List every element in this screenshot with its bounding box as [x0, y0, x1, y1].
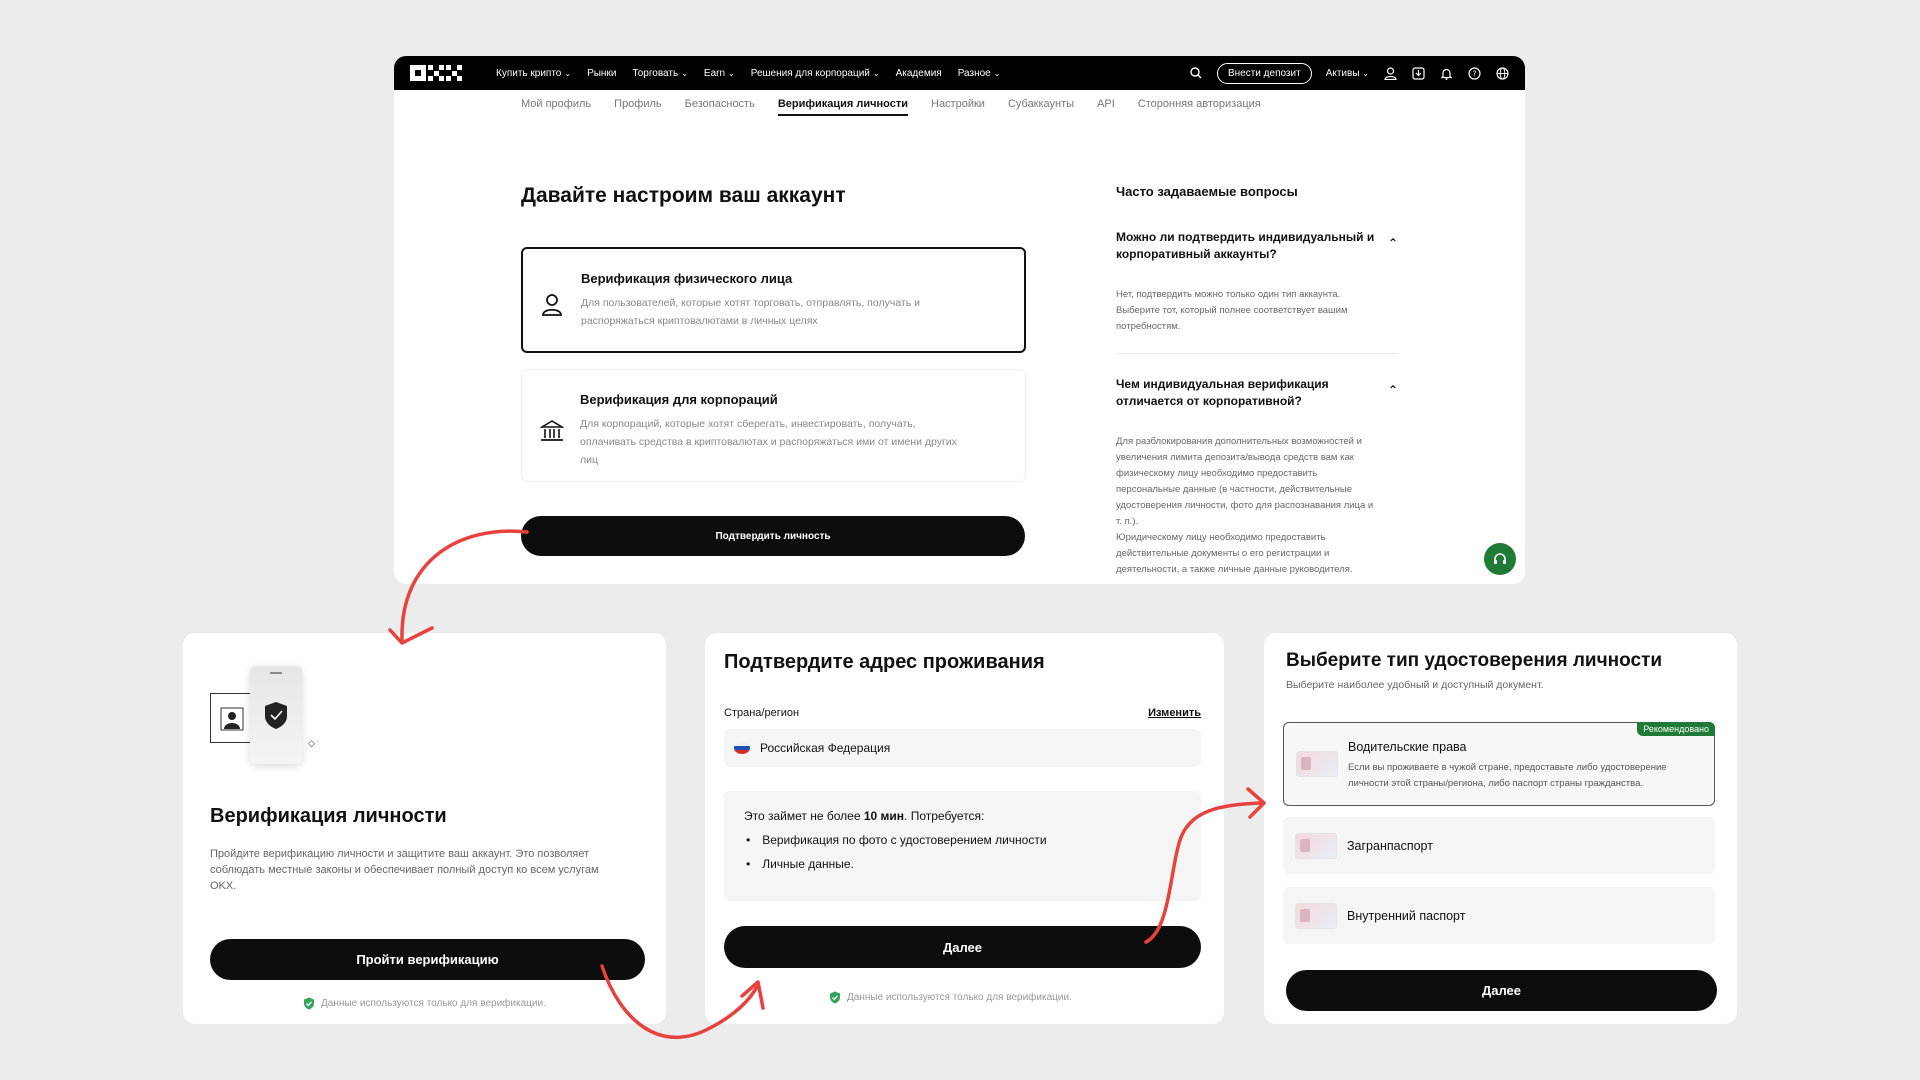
main-nav — [496, 68, 1000, 79]
chevron-down-icon: ⌄ — [681, 68, 688, 78]
nav-corporate[interactable]: Решения для корпораций ⌄ — [750, 67, 880, 79]
individual-verification-card[interactable] — [521, 247, 1026, 353]
nav-markets[interactable]: Рынки — [587, 67, 617, 79]
divider — [1116, 353, 1398, 354]
user-icon[interactable] — [1383, 66, 1397, 80]
time-estimate: Это займет не более 10 мин. Потребуется: — [744, 809, 985, 823]
doc-option-passport[interactable]: Загранпаспорт — [1283, 817, 1715, 874]
support-chat-button[interactable] — [1484, 543, 1516, 575]
card-title: Верификация физического лица — [581, 271, 793, 286]
panel-title: Подтвердите адрес проживания — [724, 651, 1045, 673]
svg-text:?: ? — [1471, 69, 1477, 78]
passport-thumbnail — [1295, 833, 1337, 859]
nav-buy-crypto[interactable]: Купить крипто ⌄ — [496, 67, 572, 79]
tab-api[interactable]: API — [1097, 98, 1115, 110]
shield-check-icon — [829, 991, 841, 1004]
address-confirmation-panel — [705, 633, 1224, 1024]
tab-subaccounts[interactable]: Субаккаунты — [1007, 98, 1075, 110]
verify-identity-button[interactable]: Подтвердить личность — [521, 516, 1025, 556]
recommended-badge: Рекомендовано — [1637, 722, 1715, 736]
panel-title: Выберите тип удостоверения личности — [1286, 650, 1663, 671]
country-field[interactable]: Российская Федерация — [724, 729, 1201, 767]
tab-my-profile[interactable]: Мой профиль — [521, 98, 592, 110]
next-button[interactable]: Далее — [724, 926, 1201, 968]
chevron-down-icon: ⌄ — [872, 68, 880, 78]
profile-subnav — [394, 90, 1525, 118]
tab-third-party-auth[interactable]: Сторонняя авторизация — [1137, 98, 1261, 110]
tab-settings[interactable]: Настройки — [931, 98, 985, 110]
corporate-verification-card[interactable] — [521, 369, 1026, 482]
globe-icon[interactable] — [1495, 66, 1509, 80]
navbar-right — [1189, 63, 1509, 84]
requirement-item: • Верификация по фото с удостоверением личности — [746, 833, 1047, 847]
phone-illustration — [250, 666, 302, 764]
panel-title: Верификация личности — [210, 805, 447, 827]
faq-question-2[interactable]: Чем индивидуальная верификация отличается от корпоративной? ⌃ — [1116, 377, 1398, 408]
card-description: Для пользователей, которые хотят торговать, отправлять, получать и распоряжаться криптовалютами в личных целях — [581, 297, 920, 327]
faq-heading: Часто задаваемые вопросы — [1116, 184, 1298, 199]
sparkle-icon: ◇ — [308, 738, 315, 748]
id-card-illustration — [210, 693, 254, 743]
requirement-item: • Личные данные. — [746, 857, 854, 871]
headset-icon — [1492, 551, 1508, 567]
country-field-header — [724, 707, 1201, 719]
document-type-panel — [1264, 633, 1737, 1024]
chevron-up-icon: ⌃ — [1387, 236, 1398, 250]
russia-flag-icon — [734, 742, 750, 754]
privacy-note: Данные используются только для верификации. — [303, 997, 546, 1010]
country-label: Страна/регион — [724, 707, 800, 719]
help-icon[interactable] — [1467, 66, 1481, 80]
bell-icon[interactable] — [1439, 66, 1453, 80]
main-window — [394, 56, 1525, 584]
next-button[interactable]: Далее — [1286, 970, 1717, 1011]
internal-passport-thumbnail — [1295, 903, 1337, 929]
deposit-button[interactable]: Внести депозит — [1217, 63, 1312, 84]
change-link[interactable]: Изменить — [1148, 707, 1201, 719]
tab-identity-verification[interactable]: Верификация личности — [778, 98, 908, 116]
panel-description: Пройдите верификацию личности и защитите ваш аккаунт. Это позволяет соблюдать местные законы и обеспечивает полный доступ ко всем услугам OKX. — [210, 848, 599, 892]
chevron-down-icon: ⌄ — [1362, 68, 1369, 78]
privacy-note: Данные используются только для верификации. — [829, 991, 1072, 1004]
verification-illustration — [210, 666, 320, 771]
doc-option-drivers-license[interactable]: Рекомендовано Водительские права Если вы проживаете в чужой стране, предоставьте либо удостоверение личности этой страны/региона, либо паспорт страны гражданства. — [1283, 722, 1715, 806]
start-verification-button[interactable]: Пройти верификацию — [210, 939, 645, 980]
requirements-box — [724, 791, 1201, 901]
top-navbar — [394, 56, 1525, 90]
download-icon[interactable] — [1411, 66, 1425, 80]
nav-academy[interactable]: Академия — [895, 67, 942, 79]
faq-question-1[interactable]: Можно ли подтвердить индивидуальный и корпоративный аккаунты? ⌃ — [1116, 230, 1398, 261]
page-title: Давайте настроим ваш аккаунт — [521, 184, 846, 207]
faq-section — [1116, 184, 1398, 578]
shield-check-icon — [303, 997, 315, 1010]
drivers-license-thumbnail — [1296, 751, 1338, 777]
okx-logo[interactable] — [410, 65, 462, 81]
doc-option-internal-passport[interactable]: Внутренний паспорт — [1283, 887, 1715, 944]
person-icon — [541, 293, 569, 351]
identity-verification-panel — [183, 633, 666, 1024]
faq-answer-1: Нет, подтвердить можно только один тип аккаунта. Выберите тот, который полнее соответствует вашим потребностям. — [1116, 289, 1348, 332]
arrowhead — [1248, 789, 1264, 817]
nav-trade[interactable]: Торговать ⌄ — [632, 67, 688, 79]
chevron-up-icon: ⌃ — [1387, 383, 1398, 397]
chevron-down-icon: ⌄ — [564, 68, 572, 78]
bank-icon — [540, 420, 568, 481]
chevron-down-icon: ⌄ — [993, 68, 1001, 78]
chevron-down-icon: ⌄ — [728, 68, 735, 78]
nav-more[interactable]: Разное ⌄ — [957, 67, 1001, 79]
assets-menu[interactable]: Активы ⌄ — [1325, 67, 1369, 79]
nav-earn[interactable]: Earn ⌄ — [703, 67, 735, 79]
search-icon[interactable] — [1189, 66, 1203, 80]
tab-security[interactable]: Безопасность — [684, 98, 755, 110]
shield-icon — [250, 674, 302, 744]
card-description: Для корпораций, которые хотят сберегать, инвестировать, получать, оплачивать средства в криптовалютах и распоряжаться ими от имени других лиц — [580, 418, 957, 466]
tab-profile[interactable]: Профиль — [614, 98, 662, 110]
faq-answer-2: Для разблокирования дополнительных возможностей и увеличения лимита депозита/вывода средств вам как физическому лицу необходимо предоставить персональные данные (в частности, действительные удостоверения личности, фото для распознавания лица и т. п.). Юридическому лицу необходимо предоставить действительные документы о его регистрации и деятельности, а также личные данные руководителя. — [1116, 436, 1374, 575]
card-title: Верификация для корпораций — [580, 392, 778, 407]
panel-subtitle: Выберите наиболее удобный и доступный документ. — [1286, 679, 1544, 691]
